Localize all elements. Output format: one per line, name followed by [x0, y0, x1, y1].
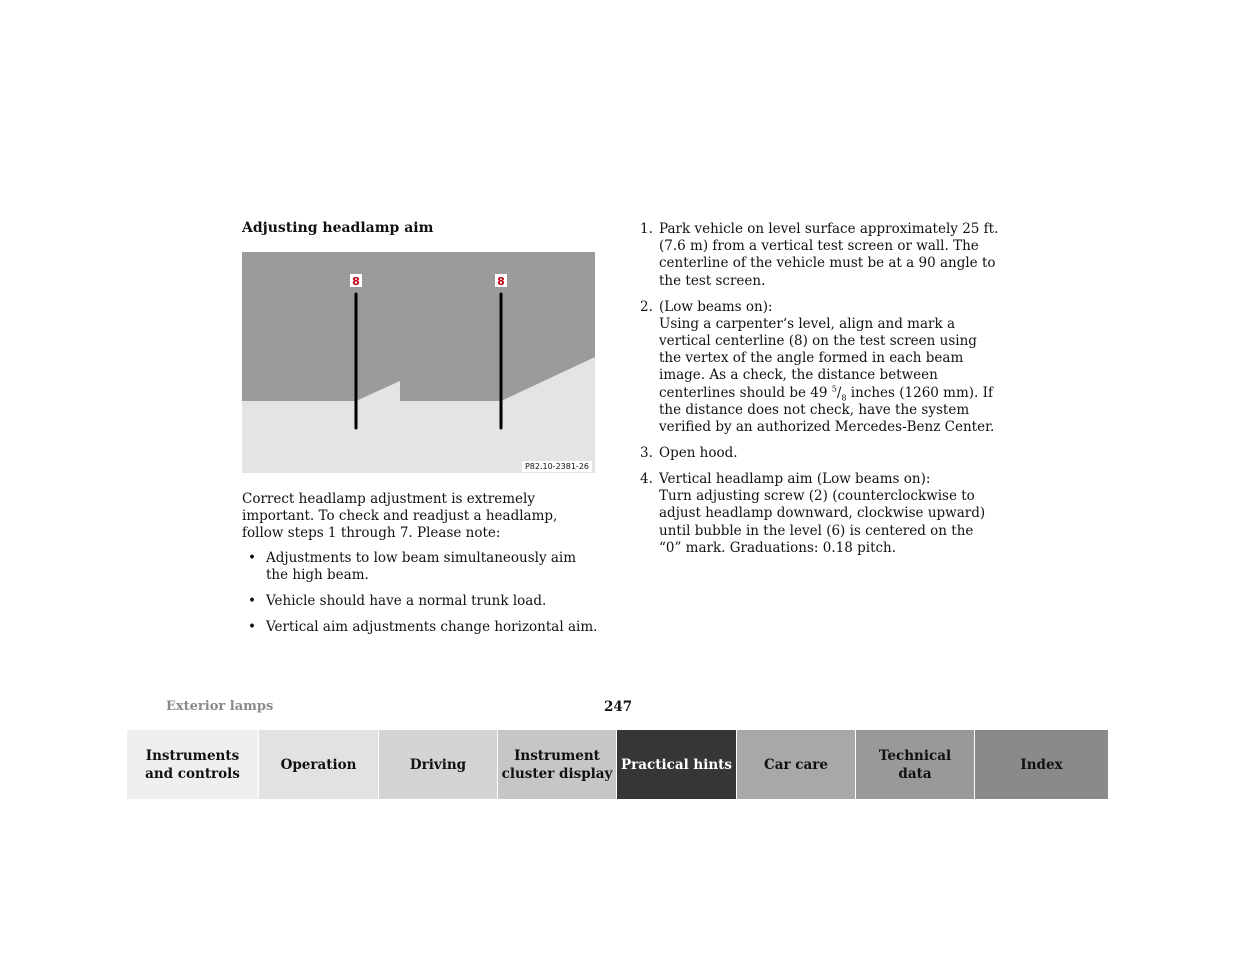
tab-index[interactable]: Index [975, 730, 1108, 799]
list-item-text: Vehicle should have a normal trunk load. [266, 593, 547, 610]
tab-car-care[interactable]: Car care [737, 730, 856, 799]
tab-driving[interactable]: Driving [379, 730, 498, 799]
step-item [640, 299, 1000, 437]
step-text-part: inches (1260 mm). If the distance does not check, have the system verified by an authorized Mercedes-Benz Center. [659, 384, 995, 436]
marker-label-left: 8 [352, 275, 360, 288]
marker-label-right: 8 [497, 275, 505, 288]
fraction-denominator: 8 [841, 393, 847, 403]
tab-instrument-cluster-display[interactable]: Instrument cluster display [498, 730, 617, 799]
step-heading: (Low beams on): [659, 298, 773, 315]
step-item [640, 445, 1000, 462]
list-item [242, 619, 602, 636]
section-title: Adjusting headlamp aim [242, 220, 434, 236]
list-item [242, 593, 602, 610]
tab-technical-data[interactable]: Technical data [856, 730, 975, 799]
step-number: 4. [640, 471, 653, 488]
tab-operation[interactable]: Operation [259, 730, 379, 799]
step-item [640, 221, 1000, 290]
fraction [832, 385, 847, 401]
step-item [640, 471, 1000, 557]
tab-practical-hints[interactable]: Practical hints [617, 730, 737, 799]
step-number: 2. [640, 298, 653, 315]
chapter-tabs [127, 730, 1108, 799]
tab-instruments-and-controls[interactable]: Instruments and controls [127, 730, 259, 799]
step-heading: Vertical headlamp aim (Low beams on): [659, 471, 931, 488]
list-item-text: Adjustments to low beam simultaneously aim the high beam. [266, 550, 577, 584]
footer-section-name: Exterior lamps [166, 699, 274, 714]
step-text: Park vehicle on level surface approximately 25 ft. (7.6 m) from a vertical test screen or wall. The centerline of the vehicle must be at a 90 angle to the test screen. [659, 221, 999, 289]
page-number: 247 [604, 699, 633, 715]
headlamp-aim-figure [242, 252, 595, 473]
beam-pattern-diagram [242, 252, 595, 473]
fraction-numerator: 5 [831, 384, 837, 394]
step-number: 1. [640, 221, 653, 237]
step-number: 3. [640, 445, 653, 462]
figure-reference: P82.10-2381-26 [522, 461, 592, 472]
bullet-icon: • [248, 619, 256, 636]
step-text: Open hood. [659, 445, 738, 462]
step-text: Turn adjusting screw (2) (counterclockwise to adjust headlamp downward, clockwise upward) until bubble in the level (6) is centered on the “0” mark. Graduations: 0.18 pitch. [659, 488, 986, 556]
bullet-icon: • [248, 550, 256, 566]
intro-paragraph: Correct headlamp adjustment is extremely important. To check and readjust a headlamp, follow steps 1 through 7. Please note: [242, 491, 558, 542]
step-text [659, 316, 994, 435]
list-item [242, 550, 602, 584]
beam-pattern-upper-area [242, 252, 595, 401]
fraction-slash: / [836, 384, 842, 401]
steps-list [640, 221, 1000, 566]
notes-list [242, 550, 602, 645]
step-text-part: Using a carpenter‘s level, align and mark a vertical centerline (8) on the test screen using the vertex of the angle formed in each beam image. As a check, the distance between centerlines should be 49 [659, 315, 977, 401]
list-item-text: Vertical aim adjustments change horizontal aim. [266, 619, 598, 636]
bullet-icon: • [248, 593, 256, 610]
